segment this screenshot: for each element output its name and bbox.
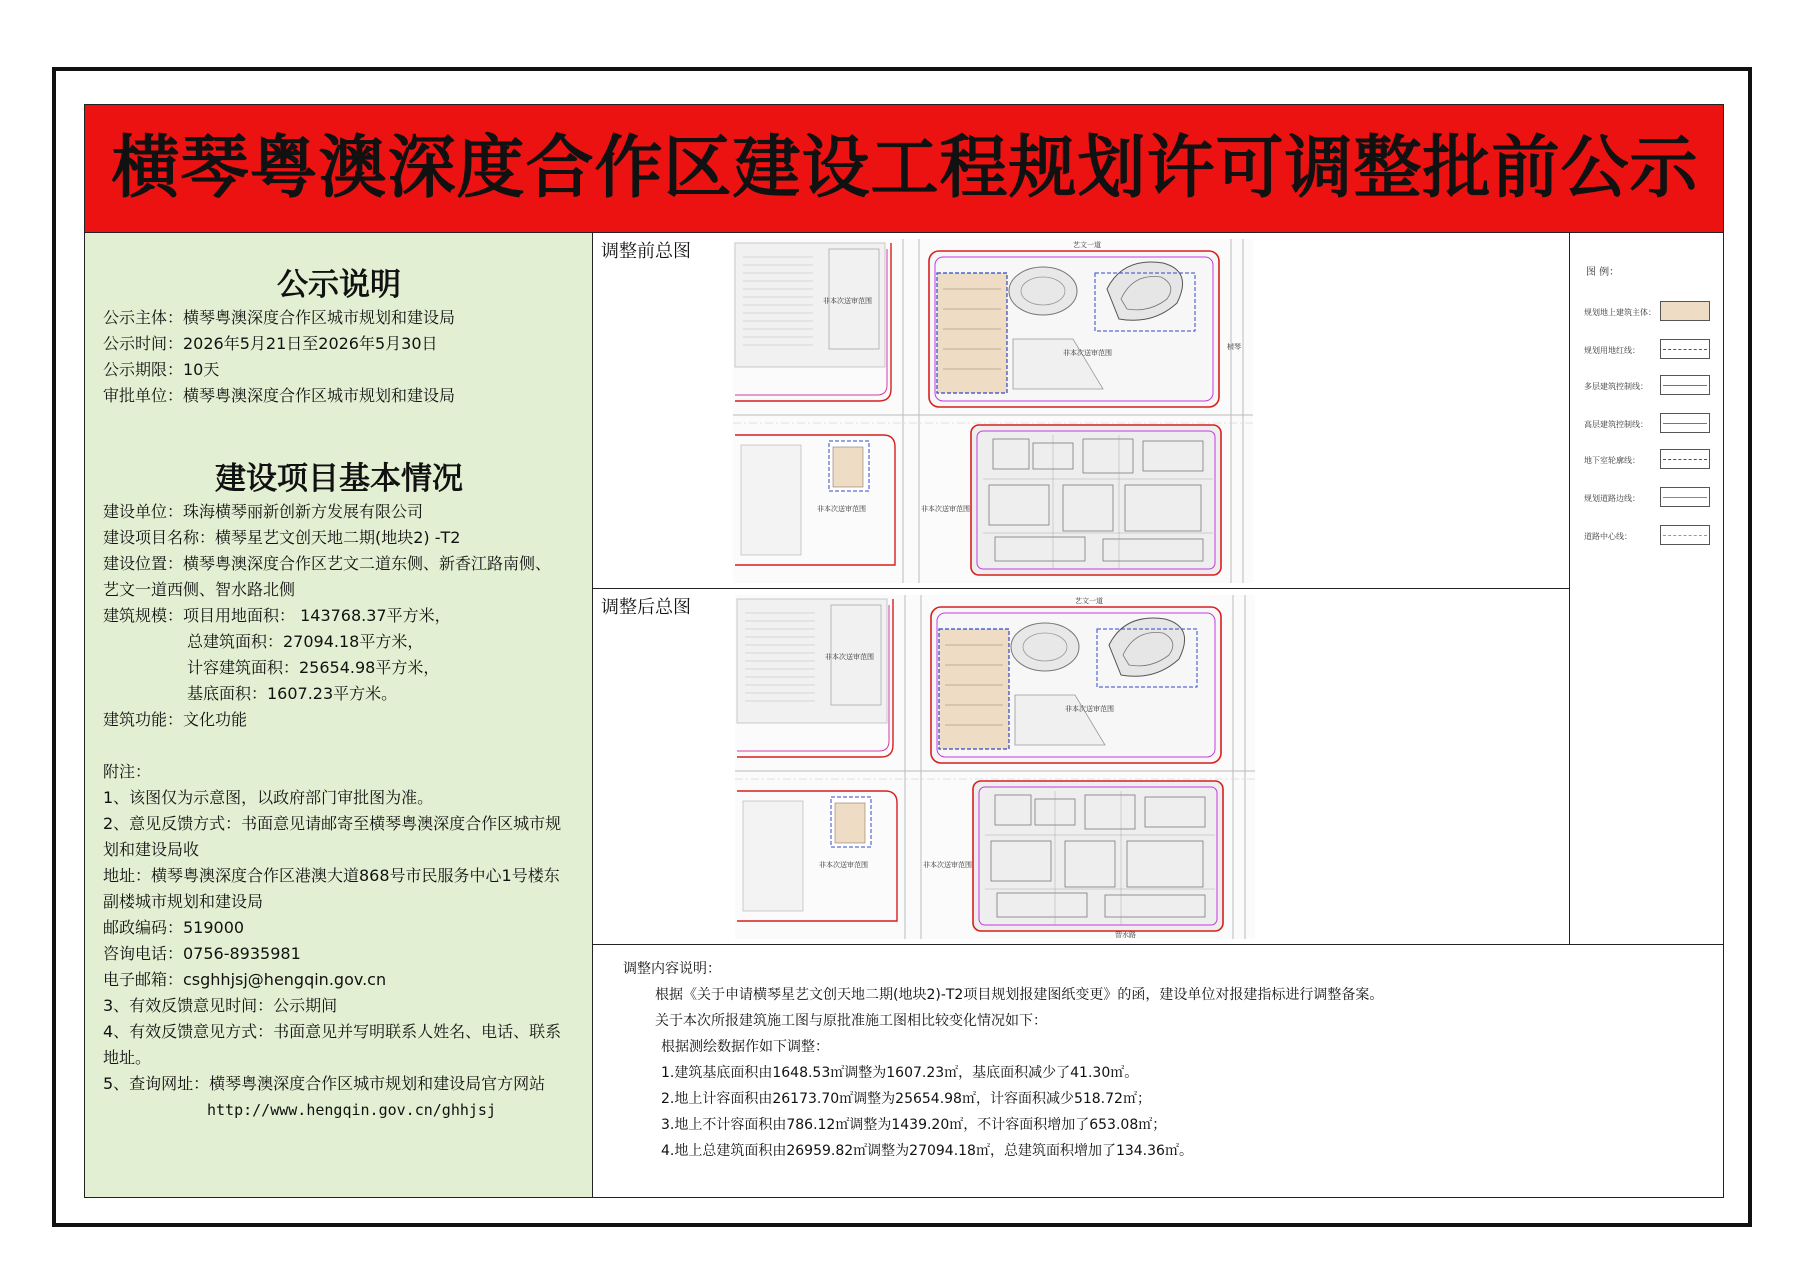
notice-line: 公示主体：横琴粤澳深度合作区城市规划和建设局 (103, 308, 456, 327)
legend-swatch-basement (1660, 449, 1710, 469)
project-line: 建设项目名称：横琴星艺文创天地二期(地块2) -T2 (103, 528, 461, 547)
adjustment-item: 3.地上不计容面积由786.12㎡调整为1439.20㎡，不计容面积增加了653.08㎡； (661, 1117, 1167, 1133)
project-line: 建筑功能：文化功能 (103, 710, 248, 729)
range-label: 非本次送审范围 (921, 505, 970, 513)
range-label: 非本次送审范围 (823, 297, 872, 305)
site-plan-after (735, 595, 1255, 939)
project-line: 总建筑面积：27094.18平方米， (187, 632, 424, 651)
plan-column (593, 233, 1723, 1197)
appendix-line: 3、有效反馈意见时间：公示期间 (103, 996, 338, 1015)
adjustment-item: 4.地上总建筑面积由26959.82㎡调整为27094.18㎡，总建筑面积增加了134.36㎡。 (661, 1143, 1193, 1159)
website-link[interactable]: http://www.hengqin.gov.cn/ghhjsj (207, 1101, 496, 1119)
project-line: 计容建筑面积：25654.98平方米， (187, 658, 440, 677)
legend-item: 高层建筑控制线： (1584, 413, 1714, 435)
appendix-line: 咨询电话：0756-8935981 (103, 944, 301, 963)
road-label: 艺文一道 (1073, 241, 1101, 249)
legend-swatch-highrise (1660, 413, 1710, 433)
range-label: 非本次送审范围 (825, 653, 874, 661)
adjustment-item: 1.建筑基底面积由1648.53㎡调整为1607.23㎡，基底面积减少了41.30㎡。 (661, 1065, 1139, 1081)
title-banner (85, 105, 1723, 233)
legend-item: 多层建筑控制线： (1584, 375, 1714, 397)
adjustment-basis: 根据测绘数据作如下调整： (661, 1039, 829, 1055)
appendix-line: 划和建设局收 (103, 840, 200, 859)
plan-after-label: 调整后总图 (601, 597, 691, 618)
legend-swatch-road-edge (1660, 487, 1710, 507)
plan-before-label: 调整前总图 (601, 241, 691, 262)
appendix-line: 地址：横琴粤澳深度合作区港澳大道868号市民服务中心1号楼东 (103, 866, 560, 885)
range-label: 非本次送审范围 (1063, 349, 1112, 357)
adjustment-intro: 根据《关于申请横琴星艺文创天地二期(地块2)-T2项目规划报建图纸变更》的函，建设单位对报建指标进行调整备案。 (655, 987, 1384, 1003)
range-label: 非本次送审范围 (1065, 705, 1114, 713)
notice-line: 审批单位：横琴粤澳深度合作区城市规划和建设局 (103, 386, 456, 405)
legend-item: 地下室轮廓线： (1584, 449, 1714, 471)
legend-swatch-building (1660, 301, 1710, 321)
project-heading: 建设项目基本情况 (215, 461, 463, 497)
appendix-line: 副楼城市规划和建设局 (103, 892, 264, 911)
adjustment-item: 2.地上计容面积由26173.70㎡调整为25654.98㎡，计容面积减少518.72㎡； (661, 1091, 1151, 1107)
road-label: 艺文一道 (1075, 597, 1103, 605)
legend-swatch-multistory (1660, 375, 1710, 395)
appendix-line: 5、查询网址：横琴粤澳深度合作区城市规划和建设局官方网站 (103, 1074, 546, 1093)
legend-swatch-centerline (1660, 525, 1710, 545)
project-line: 建筑规模：项目用地面积： 143768.37平方米， (103, 606, 451, 625)
legend-title: 图 例： (1586, 267, 1620, 278)
notice-heading: 公示说明 (277, 267, 401, 303)
notice-board (84, 104, 1724, 1198)
appendix-line: 邮政编码：519000 (103, 918, 245, 937)
info-column (85, 233, 593, 1197)
road-label: 横琴 (1227, 343, 1241, 351)
email-line: 电子邮箱：csghhjsj@hengqin.gov.cn (103, 970, 387, 989)
range-label: 非本次送审范围 (923, 861, 972, 869)
notice-line: 公示时间：2026年5月21日至2026年5月30日 (103, 334, 438, 353)
legend-swatch-redline (1660, 339, 1710, 359)
notice-line: 公示期限：10天 (103, 360, 220, 379)
site-plan-before (733, 239, 1253, 583)
appendix-line: 地址。 (103, 1048, 152, 1067)
adjustment-notes (593, 945, 1723, 1197)
adjustment-heading: 调整内容说明： (623, 961, 721, 977)
range-label: 非本次送审范围 (817, 505, 866, 513)
range-label: 非本次送审范围 (819, 861, 868, 869)
legend-item: 规划道路边线： (1584, 487, 1714, 509)
project-line: 建设单位：珠海横琴丽新创新方发展有限公司 (103, 502, 424, 521)
page-title: 横琴粤澳深度合作区建设工程规划许可调整批前公示 (111, 129, 1699, 208)
appendix-line: 2、意见反馈方式：书面意见请邮寄至横琴粤澳深度合作区城市规 (103, 814, 562, 833)
legend-item: 规划用地红线： (1584, 339, 1714, 361)
plan-before-panel (593, 233, 1569, 589)
project-line: 基底面积：1607.23平方米。 (187, 684, 398, 703)
appendix-heading: 附注： (103, 762, 152, 781)
plan-after-panel (593, 589, 1569, 945)
road-label: 智水路 (1115, 931, 1136, 939)
project-line: 艺文一道西侧、智水路北侧 (103, 580, 296, 599)
legend-item: 道路中心线： (1584, 525, 1714, 547)
appendix-line: 1、该图仅为示意图，以政府部门审批图为准。 (103, 788, 434, 807)
adjustment-compare: 关于本次所报建筑施工图与原批准施工图相比较变化情况如下： (655, 1013, 1047, 1029)
appendix-line: 4、有效反馈意见方式：书面意见并写明联系人姓名、电话、联系 (103, 1022, 562, 1041)
project-line: 建设位置：横琴粤澳深度合作区艺文二道东侧、新香江路南侧、 (103, 554, 552, 573)
legend-item: 规划地上建筑主体： (1584, 301, 1714, 323)
legend-panel (1569, 233, 1723, 945)
